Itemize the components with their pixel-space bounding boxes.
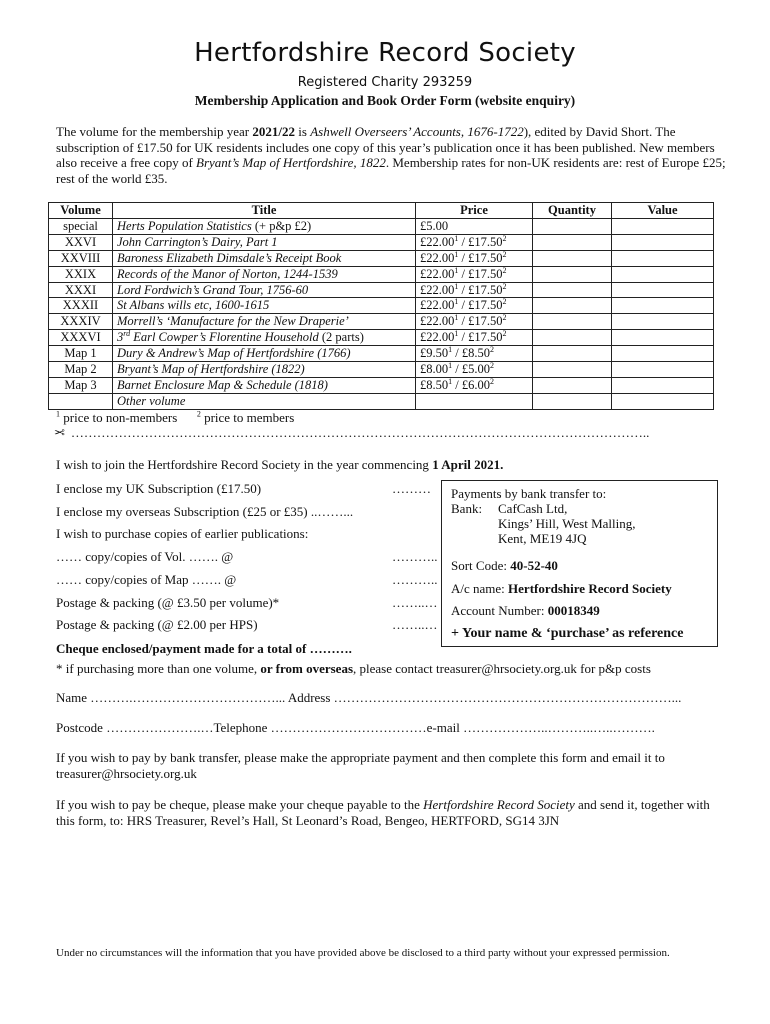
order-line-dots[interactable]: ………: [392, 481, 431, 496]
bank-details-box: [441, 480, 718, 647]
title-text: Morrell’s ‘Manufacture for the New Draperie’: [117, 314, 349, 329]
value-cell[interactable]: [612, 314, 714, 330]
account-name: [451, 581, 672, 596]
price-member: / £17.50: [458, 282, 503, 297]
price-mark-2: 2: [502, 313, 507, 323]
price-cell: [416, 282, 533, 298]
join-statement: [56, 457, 503, 473]
order-line-label: I enclose my overseas Subscription (£25 or £35) ..……...: [56, 504, 354, 519]
table-row: [49, 377, 714, 393]
quantity-cell[interactable]: [533, 393, 612, 409]
order-line[interactable]: [56, 481, 431, 497]
header-price: Price: [416, 203, 533, 219]
book-title: [113, 362, 416, 378]
title-text: Lord Fordwich’s Grand Tour, 1756-60: [117, 282, 309, 297]
footnote-mark-1: 1: [56, 409, 60, 419]
value-cell[interactable]: [612, 298, 714, 314]
order-line-dots[interactable]: ……….: [309, 641, 352, 656]
order-line-label: Postage & packing (@ £2.00 per HPS): [56, 617, 258, 632]
book-title: [113, 377, 416, 393]
price-nonmember: £22.00: [420, 234, 455, 249]
charity-number: Registered Charity 293259: [297, 75, 473, 90]
intro-book: Ashwell Overseers’ Accounts, 1676-1722: [310, 124, 524, 139]
order-line-dots[interactable]: ………..: [392, 572, 438, 587]
price-mark-1: 1: [454, 249, 459, 259]
quantity-cell[interactable]: [533, 266, 612, 282]
price-mark-1: 1: [448, 376, 453, 386]
table-row: [49, 298, 714, 314]
book-title: [113, 282, 416, 298]
book-title: [113, 234, 416, 250]
price-member: / £17.50: [458, 266, 503, 281]
order-line[interactable]: [56, 549, 438, 565]
privacy-disclaimer: Under no circumstances will the information that you have provided above be disclosed to a third party without your expressed permission.: [56, 947, 670, 959]
quantity-cell[interactable]: [533, 314, 612, 330]
price-cell: [416, 234, 533, 250]
join-date: 1 April 2021.: [432, 457, 504, 472]
bank-name: CafCash Ltd,: [498, 501, 568, 516]
table-row: [49, 234, 714, 250]
overseas-note-a: * if purchasing more than one volume,: [56, 661, 261, 676]
price-member: / £6.00: [452, 377, 490, 392]
price-mark-2: 2: [502, 329, 507, 339]
book-title: [113, 250, 416, 266]
value-cell[interactable]: [612, 346, 714, 362]
table-row: [49, 314, 714, 330]
price-mark-2: 2: [502, 281, 507, 291]
title-extra: (+ p&p £2): [251, 218, 312, 233]
book-title: [113, 314, 416, 330]
page-title: Hertfordshire Record Society: [194, 38, 576, 68]
price-member: / £17.50: [458, 314, 503, 329]
intro-text-d: . Membership rates for non-UK residents are: rest of Europe £25; rest of the world £35.: [56, 155, 726, 186]
value-cell[interactable]: [612, 330, 714, 346]
value-cell[interactable]: [612, 377, 714, 393]
cheque-text-c: and send it, together with this form, to: HRS Treasurer, Revel’s Hall, St Leonard’s Road, Bengeo, HERTFORD, SG14 3JN: [56, 797, 710, 828]
order-line-label: Postage & packing (@ £3.50 per volume)*: [56, 595, 280, 610]
sort-code: [451, 558, 558, 573]
price-mark-1: 1: [454, 281, 459, 291]
order-line[interactable]: [56, 504, 353, 520]
book-title: [113, 346, 416, 362]
price-cell: [416, 250, 533, 266]
header-value: Value: [612, 203, 714, 219]
order-line[interactable]: [56, 641, 352, 657]
payment-reference: + Your name & ‘purchase’ as reference: [451, 626, 684, 641]
order-line-label: I enclose my UK Subscription (£17.50): [56, 481, 262, 496]
table-row: [49, 218, 714, 234]
book-title: [113, 393, 416, 409]
bank-intro: Payments by bank transfer to:: [451, 486, 607, 501]
account-name-value: Hertfordshire Record Society: [508, 581, 672, 596]
price-cell: [416, 218, 533, 234]
value-cell[interactable]: [612, 362, 714, 378]
price-mark-2: 2: [489, 376, 494, 386]
intro-text-a: The volume for the membership year: [56, 124, 253, 139]
postcode-phone-email-field[interactable]: Postcode ………………….…Telephone ………………………………e-mail ………………..………..…..……….: [56, 720, 655, 735]
bank-address-1: Kings’ Hill, West Malling,: [498, 516, 636, 531]
quantity-cell[interactable]: [533, 330, 612, 346]
overseas-note: [56, 661, 651, 677]
price-nonmember: £8.00: [420, 362, 449, 377]
price-nonmember: £22.00: [420, 298, 455, 313]
price-member: / £17.50: [458, 298, 503, 313]
price-mark-2: 2: [502, 265, 507, 275]
price-mark-1: 1: [454, 329, 459, 339]
volume-cell: XXXI: [49, 282, 113, 298]
account-name-label: A/c name:: [451, 581, 509, 596]
value-cell[interactable]: [612, 234, 714, 250]
price-nonmember: £22.00: [420, 330, 455, 345]
price-mark-1: 1: [448, 345, 453, 354]
title-text: Other volume: [117, 393, 186, 408]
footnote-mark-2: 2: [196, 409, 201, 419]
price-nonmember: £8.50: [420, 377, 449, 392]
footnote-text-2: price to members: [200, 410, 295, 425]
price-nonmember: £22.00: [420, 250, 455, 265]
volume-cell: Map 1: [49, 346, 113, 362]
intro-text-b: is: [295, 124, 311, 139]
price-member: / £8.50: [452, 346, 490, 361]
price-cell: [416, 298, 533, 314]
overseas-note-b: or from overseas: [260, 661, 354, 676]
price-cell: [416, 266, 533, 282]
intro-map: Bryant’s Map of Hertfordshire, 1822: [196, 155, 386, 170]
price-cell: [416, 346, 533, 362]
order-line-label: …… copy/copies of Map ……. @: [56, 572, 237, 587]
volume-cell: Map 2: [49, 362, 113, 378]
header-volume: Volume: [49, 203, 113, 219]
table-header-row: [49, 203, 714, 219]
table-row: [49, 330, 714, 346]
header-quantity: Quantity: [533, 203, 612, 219]
title-text: Dury & Andrew’s Map of Hertfordshire (1766): [117, 346, 351, 361]
join-text: I wish to join the Hertfordshire Record Society in the year commencing: [56, 457, 433, 472]
order-line-label: Cheque enclosed/payment made for a total of: [56, 641, 310, 656]
bank-transfer-paragraph: If you wish to pay by bank transfer, please make the appropriate payment and then complete this form and email it to treasurer@hrsociety.org.uk: [56, 750, 665, 781]
price-cell: [416, 314, 533, 330]
price-mark-2: 2: [502, 297, 507, 307]
account-number-value: 00018349: [547, 603, 600, 618]
title-text: John Carrington’s Dairy, Part 1: [117, 234, 278, 249]
price-nonmember: £22.00: [420, 282, 455, 297]
quantity-cell[interactable]: [533, 362, 612, 378]
title-text: Herts Population Statistics: [117, 218, 252, 233]
price-cell: [416, 393, 533, 409]
title-text: Baroness Elizabeth Dimsdale’s Receipt Book: [117, 250, 342, 265]
volume-cell: XXXVI: [49, 330, 113, 346]
quantity-cell[interactable]: [533, 250, 612, 266]
price-cell: [416, 330, 533, 346]
cheque-text-a: If you wish to pay be cheque, please make your cheque payable to the: [56, 797, 424, 812]
value-cell[interactable]: [612, 266, 714, 282]
volume-cell: special: [49, 218, 113, 234]
table-row: [49, 362, 714, 378]
order-line[interactable]: [56, 526, 308, 542]
cheque-paragraph: [56, 797, 726, 829]
price-mark-1: 1: [454, 265, 459, 275]
title-text: Barnet Enclosure Map & Schedule (1818): [117, 377, 328, 392]
cheque-payee: Hertfordshire Record Society: [423, 797, 575, 812]
account-number: [451, 603, 600, 618]
volume-cell: [49, 393, 113, 409]
quantity-cell[interactable]: [533, 377, 612, 393]
price-cell: [416, 362, 533, 378]
price-mark-1: 1: [448, 360, 453, 370]
book-title: [113, 330, 416, 346]
value-cell[interactable]: [612, 393, 714, 409]
scissors-icon: ✂: [54, 425, 65, 440]
quantity-cell[interactable]: [533, 234, 612, 250]
order-line-label: I wish to purchase copies of earlier publications:: [56, 526, 309, 541]
volume-cell: Map 3: [49, 377, 113, 393]
title-text: Earl Cowper’s Florentine Household: [130, 330, 319, 345]
table-row: [49, 250, 714, 266]
bank-address-2: Kent, ME19 4JQ: [498, 531, 587, 546]
price-member: / £17.50: [458, 330, 503, 345]
table-row: [49, 282, 714, 298]
volume-cell: XXVI: [49, 234, 113, 250]
intro-year: 2021/22: [252, 124, 296, 139]
form-title: Membership Application and Book Order Form (website enquiry): [194, 93, 576, 108]
table-row: [49, 346, 714, 362]
price-cell: [416, 377, 533, 393]
value-cell[interactable]: [612, 282, 714, 298]
price-member: / £17.50: [458, 250, 503, 265]
book-title: [113, 218, 416, 234]
title-ordinal: 3: [117, 330, 124, 345]
price-member: / £5.00: [452, 362, 490, 377]
quantity-cell[interactable]: [533, 282, 612, 298]
value-cell[interactable]: [612, 218, 714, 234]
volume-cell: XXXII: [49, 298, 113, 314]
table-row: [49, 393, 714, 409]
price-mark-1: 1: [454, 233, 459, 243]
overseas-note-c: , please contact treasurer@hrsociety.org.uk for p&p costs: [353, 661, 651, 676]
price-mark-2: 2: [489, 360, 494, 370]
order-line[interactable]: [56, 617, 438, 633]
order-line-label: …… copy/copies of Vol. ……. @: [56, 549, 234, 564]
quantity-cell[interactable]: [533, 298, 612, 314]
account-number-label: Account Number:: [451, 603, 548, 618]
sort-code-label: Sort Code:: [451, 558, 511, 573]
price-mark-2: 2: [489, 345, 494, 354]
price-member: / £17.50: [458, 234, 503, 249]
footnote-text-1: price to non-members: [60, 410, 178, 425]
table-row: [49, 266, 714, 282]
book-title: [113, 298, 416, 314]
intro-text-c: ), edited by David Short. The subscription of £17.50 for UK residents includes one copy of this year’s publication once it has been published. New members also receive a free copy of: [56, 124, 715, 170]
price-nonmember: £22.00: [420, 266, 455, 281]
price-mark-2: 2: [502, 233, 507, 243]
quantity-cell[interactable]: [533, 218, 612, 234]
price-mark-2: 2: [502, 249, 507, 259]
order-line-dots[interactable]: ……..…: [392, 617, 438, 632]
sort-code-value: 40-52-40: [510, 558, 558, 573]
order-line[interactable]: [56, 595, 438, 611]
cut-dots: ……………………………………………………………………………………………………………………..: [70, 425, 650, 440]
name-address-field[interactable]: Name ……….……………………………... Address ……………………………………………………………………...: [56, 690, 682, 705]
cut-line: [54, 425, 734, 441]
volume-cell: XXIX: [49, 266, 113, 282]
quantity-cell[interactable]: [533, 346, 612, 362]
title-text: Bryant’s Map of Hertfordshire (1822): [117, 362, 305, 377]
order-line[interactable]: [56, 572, 438, 588]
price-footnote: [56, 410, 294, 426]
intro-paragraph: [56, 124, 726, 186]
volume-cell: XXXIV: [49, 314, 113, 330]
title-text: St Albans wills etc, 1600-1615: [117, 298, 270, 313]
order-line-dots[interactable]: ………..: [392, 549, 438, 564]
title-text: Records of the Manor of Norton, 1244-1539: [117, 266, 338, 281]
price-nonmember: £5.00: [420, 218, 449, 233]
title-extra: (2 parts): [318, 330, 364, 345]
price-nonmember: £9.50: [420, 346, 449, 361]
price-mark-1: 1: [454, 297, 459, 307]
value-cell[interactable]: [612, 250, 714, 266]
price-mark-1: 1: [454, 313, 459, 323]
bank-label: Bank:: [451, 501, 483, 516]
volume-cell: XXVIII: [49, 250, 113, 266]
price-nonmember: £22.00: [420, 314, 455, 329]
title-ordinal-suffix: rd: [123, 329, 131, 339]
order-table: [48, 202, 714, 410]
order-line-dots[interactable]: ……..…: [392, 595, 438, 610]
header-title: Title: [113, 203, 416, 219]
book-title: [113, 266, 416, 282]
